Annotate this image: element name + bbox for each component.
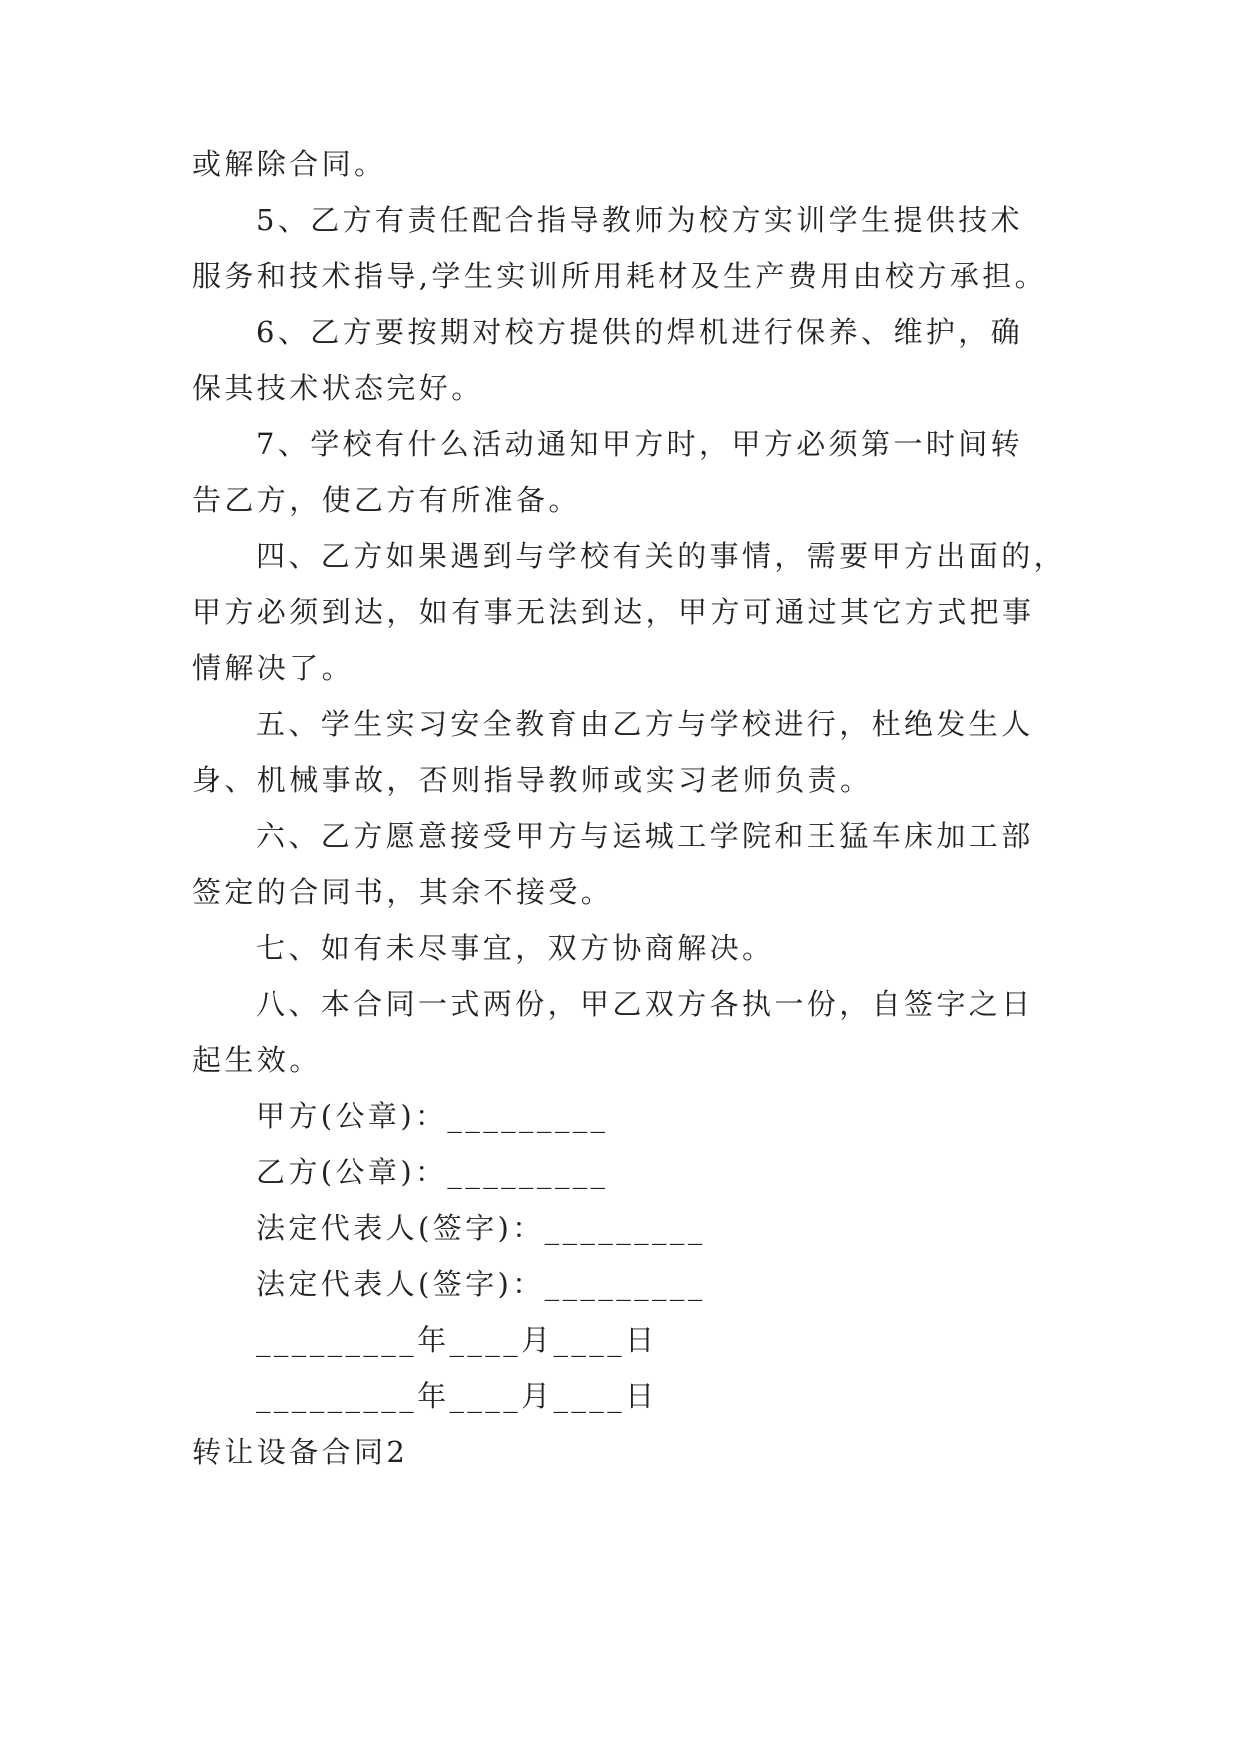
signature-date-a: _________年____月____日 xyxy=(256,1323,658,1357)
paragraph-line: 服务和技术指导,学生实训所用耗材及生产费用由校方承担。 xyxy=(192,259,1048,293)
paragraph-line: 身、机械事故，否则指导教师或实习老师负责。 xyxy=(192,763,873,797)
paragraph-line: 情解决了。 xyxy=(192,651,355,685)
paragraph-line: 八、本合同一式两份，甲乙双方各执一份，自签字之日 xyxy=(256,987,1034,1021)
paragraph-line: 保其技术状态完好。 xyxy=(192,371,484,405)
paragraph-line: 六、乙方愿意接受甲方与运城工学院和王猛车床加工部 xyxy=(256,819,1034,853)
paragraph-line: 甲方必须到达，如有事无法到达，甲方可通过其它方式把事 xyxy=(192,595,1035,629)
signature-party-b: 乙方(公章)：_________ xyxy=(256,1155,609,1189)
paragraph-line: 七、如有未尽事宜，双方协商解决。 xyxy=(256,931,775,965)
paragraph-line: 或解除合同。 xyxy=(192,147,387,181)
paragraph-line: 五、学生实习安全教育由乙方与学校进行，杜绝发生人 xyxy=(256,707,1034,741)
signature-legal-rep-b: 法定代表人(签字)：_________ xyxy=(256,1267,706,1301)
signature-date-b: _________年____月____日 xyxy=(256,1379,658,1413)
next-section-heading: 转让设备合同2 xyxy=(192,1435,409,1469)
paragraph-line: 起生效。 xyxy=(192,1043,322,1077)
paragraph-line: 7、学校有什么活动通知甲方时，甲方必须第一时间转 xyxy=(256,427,1024,461)
paragraph-line: 四、乙方如果遇到与学校有关的事情，需要甲方出面的， xyxy=(256,539,1067,573)
paragraph-line: 6、乙方要按期对校方提供的焊机进行保养、维护，确 xyxy=(256,315,1024,349)
paragraph-line: 告乙方，使乙方有所准备。 xyxy=(192,483,581,517)
paragraph-line: 5、乙方有责任配合指导教师为校方实训学生提供技术 xyxy=(256,203,1024,237)
paragraph-line: 签定的合同书，其余不接受。 xyxy=(192,875,614,909)
signature-party-a: 甲方(公章)：_________ xyxy=(256,1099,609,1133)
signature-legal-rep-a: 法定代表人(签字)：_________ xyxy=(256,1211,706,1245)
